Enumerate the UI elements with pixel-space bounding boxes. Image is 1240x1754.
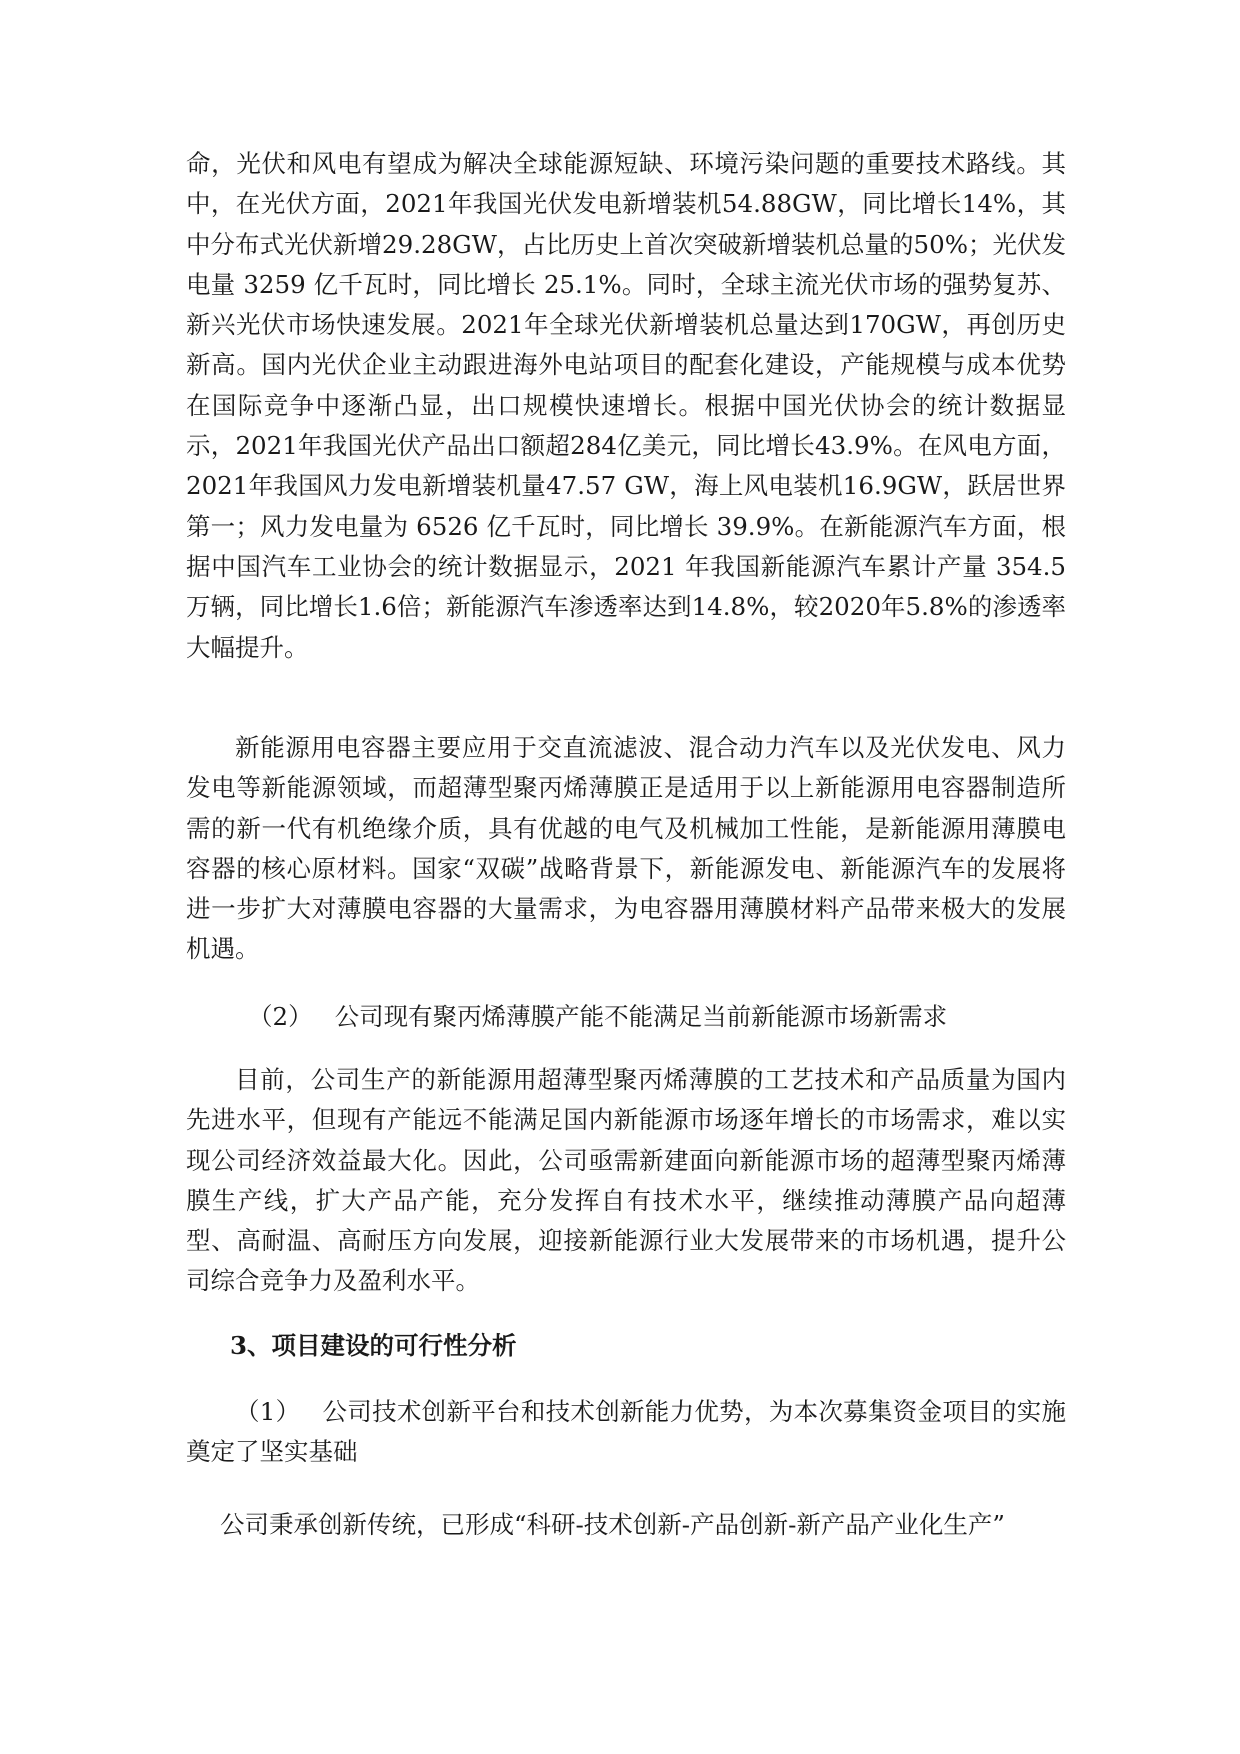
subheading-text: 公司现有聚丙烯薄膜产能不能满足当前新能源市场新需求 [334,1002,948,1031]
document-page [186,0,1066,1754]
paragraph-renewable-growth: 命，光伏和风电有望成为解决全球能源短缺、环境污染问题的重要技术路线。其中，在光伏方面，2021年我国光伏发电新增装机54.88GW，同比增长14%，其中分布式光伏新增29.28GW，占比历史上首次突破新增装机总量的50%；光伏发电量 3259 亿千瓦时，同比增长 25.1%。同时，全球主流光伏市场的强势复苏、新兴光伏市场快速发展。2021年全球光伏新增装机总量达到170GW，再创历史新高。国内光伏企业主动跟进海外电站项目的配套化建设，产能规模与成本优势在国际竞争中逐渐凸显，出口规模快速增长。根据中国光伏协会的统计数据显示，2021年我国光伏产品出口额超284亿美元，同比增长43.9%。在风电方面，2021年我国风力发电新增装机量47.57 GW，海上风电装机16.9GW，跃居世界第一；风力发电量为 6526 亿千瓦时，同比增长 39.9%。在新能源汽车方面，根据中国汽车工业协会的统计数据显示，2021 年我国新能源汽车累计产量 354.5 万辆，同比增长1.6倍；新能源汽车渗透率达到14.8%，较2020年5.8%的渗透率大幅提升。 [186,149,1066,662]
subheading-number: （1） [235,1397,301,1426]
subheading-capacity-shortage [248,997,1066,1037]
paragraph-capacitor-demand: 新能源用电容器主要应用于交直流滤波、混合动力汽车以及光伏发电、风力发电等新能源领域，而超薄型聚丙烯薄膜正是适用于以上新能源用电容器制造所需的新一代有机绝缘介质，具有优越的电气及机械加工性能，是新能源用薄膜电容器的核心原材料。国家“双碳”战略背景下，新能源发电、新能源汽车的发展将进一步扩大对薄膜电容器的大量需求，为电容器用薄膜材料产品带来极大的发展机遇。 [186,733,1066,964]
subheading-tech-platform [186,1392,1066,1473]
paragraph-current-capacity: 目前，公司生产的新能源用超薄型聚丙烯薄膜的工艺技术和产品质量为国内先进水平，但现有产能远不能满足国内新能源市场逐年增长的市场需求，难以实现公司经济效益最大化。因此，公司亟需新建面向新能源市场的超薄型聚丙烯薄膜生产线，扩大产品产能，充分发挥自有技术水平，继续推动薄膜产品向超薄型、高耐温、高耐压方向发展，迎接新能源行业大发展带来的市场机遇，提升公司综合竞争力及盈利水平。 [186,1065,1066,1296]
subheading-number: （2） [248,1002,313,1031]
paragraph-innovation-tradition: 公司秉承创新传统，已形成“科研-技术创新-产品创新-新产品产业化生产” [220,1510,1005,1539]
subheading-text: 公司技术创新平台和技术创新能力优势，为本次募集资金项目的实施奠定了坚实基础 [186,1397,1067,1467]
section-heading-feasibility: 3、项目建设的可行性分析 [230,1331,517,1360]
